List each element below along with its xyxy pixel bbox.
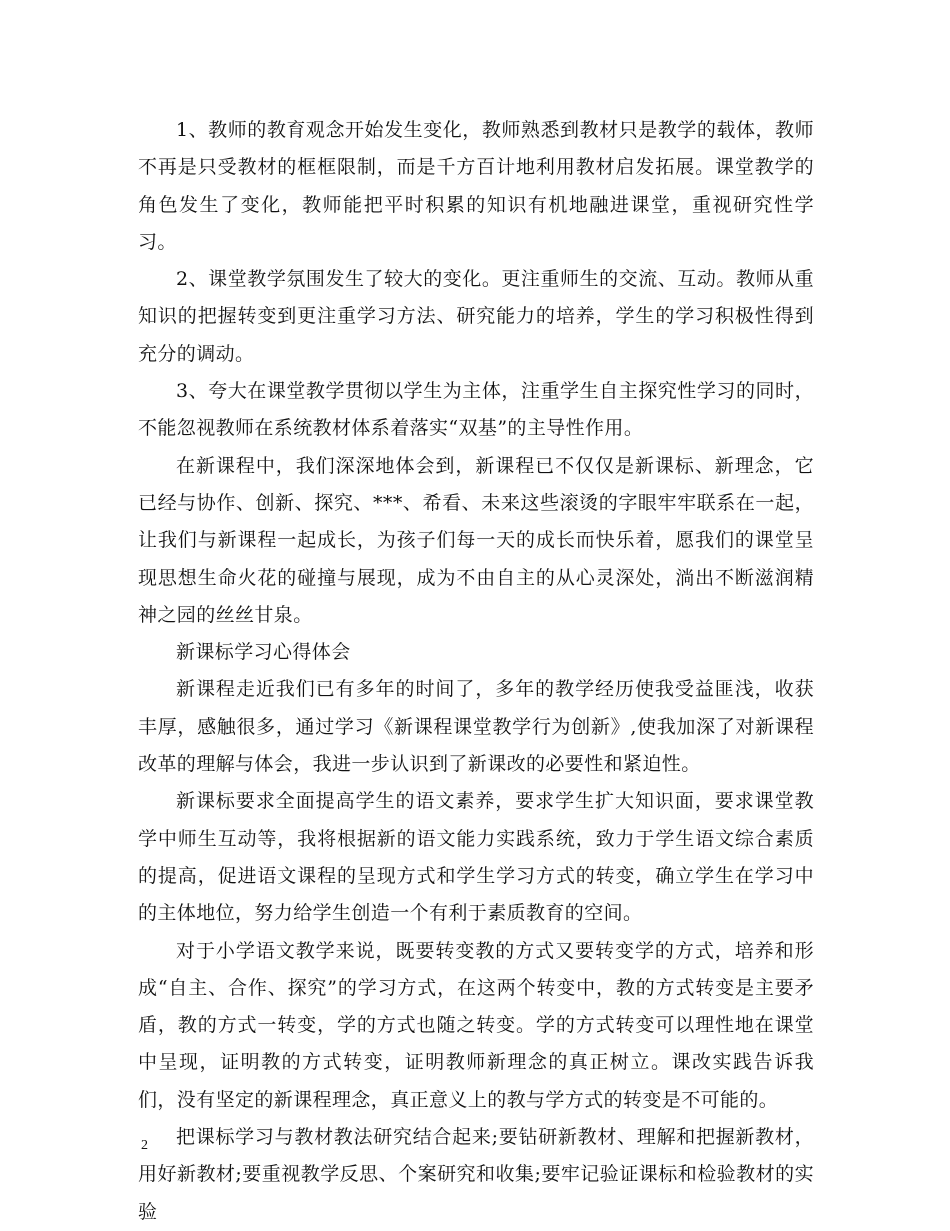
body-text (138, 112, 814, 1231)
section-heading: 新课标学习心得体会 (176, 641, 351, 664)
paragraph-4: 在新课程中，我们深深地体会到，新课程已不仅仅是新课标、新理念，它已经与协作、创新、探究、***、希看、未来这些滚烫的字眼牢牢联系在一起，让我们与新课程一起成长，为孩子们每一天的成长而快乐着，愿我们的课堂呈现思想生命火花的碰撞与展现，成为不由自主的从心灵深处，淌出不断滋润精神之园的丝丝甘泉。 (138, 454, 814, 626)
paragraph-3: 3、夸大在课堂教学贯彻以学生为主体，注重学生自主探究性学习的同时，不能忽视教师在系统教材体系着落实“双基”的主导性作用。 (138, 380, 814, 440)
paragraph-6: 新课标要求全面提高学生的语文素养，要求学生扩大知识面，要求课堂教学中师生互动等，我将根据新的语文能力实践系统，致力于学生语文综合素质的提高，促进语文课程的呈现方式和学生学习方式的转变，确立学生在学习中的主体地位，努力给学生创造一个有利于素质教育的空间。 (138, 790, 814, 925)
paragraph-7: 对于小学语文教学来说，既要转变教的方式又要转变学的方式，培养和形成“自主、合作、探究”的学习方式，在这两个转变中，教的方式转变是主要矛盾，教的方式一转变，学的方式也随之转变。学的方式转变可以理性地在课堂中呈现，证明教的方式转变，证明教师新理念的真正树立。课改实践告诉我们，没有坚定的新课程理念，真正意义上的教与学方式的转变是不可能的。 (138, 939, 814, 1111)
paragraph-1: 1、教师的教育观念开始发生变化，教师熟悉到教材只是教学的载体，教师不再是只受教材的框框限制，而是千方百计地利用教材启发拓展。课堂教学的角色发生了变化，教师能把平时积累的知识有机地融进课堂，重视研究性学习。 (138, 119, 814, 253)
paragraph-2: 2、课堂教学氛围发生了较大的变化。更注重师生的交流、互动。教师从重知识的把握转变到更注重学习方法、研究能力的培养，学生的学习积极性得到充分的调动。 (138, 268, 814, 365)
paragraph-8: 把课标学习与教材教法研究结合起来;要钻研新教材、理解和把握新教材，用好新教材;要重视教学反思、个案研究和收集;要牢记验证课标和检验教材的实验 (138, 1126, 814, 1223)
paragraph-5: 新课程走近我们已有多年的时间了，多年的教学经历使我受益匪浅，收获丰厚，感触很多，通过学习《新课程课堂教学行为创新》,使我加深了对新课程改革的理解与体会，我进一步认识到了新课改的必要性和紧迫性。 (138, 678, 814, 776)
page-number: 2 (141, 1138, 148, 1153)
